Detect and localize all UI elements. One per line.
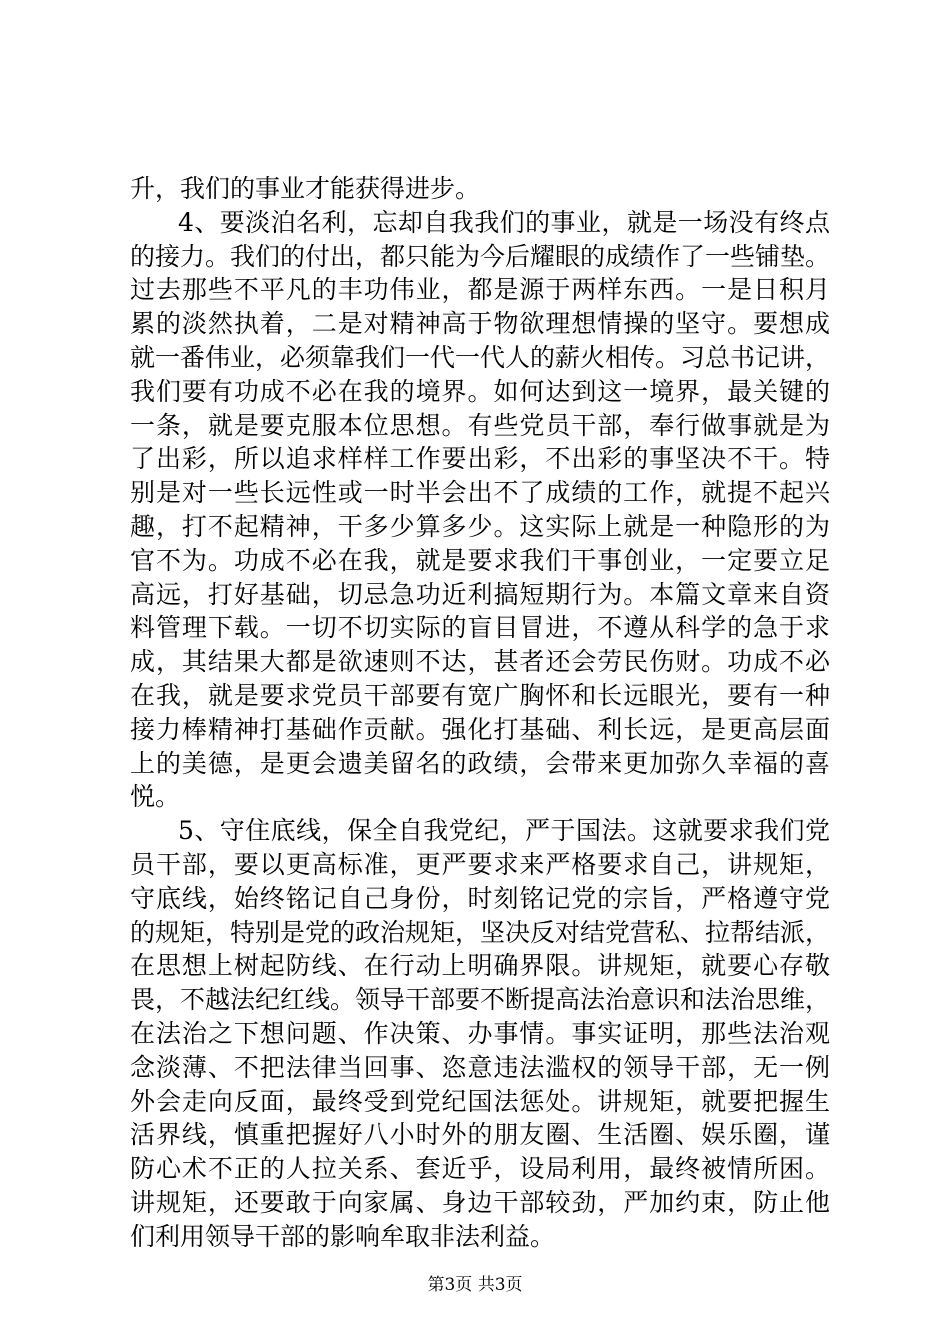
- text-line: 接力棒精神打基础作贡献。强化打基础、利长远，是更高层面: [130, 714, 830, 744]
- text-line: 的接力。我们的付出，都只能为今后耀眼的成绩作了一些铺垫。: [130, 241, 831, 271]
- text-line: 5、守住底线，保全自我党纪，严于国法。这就要求我们党: [178, 816, 830, 846]
- text-line: 念淡薄、不把法律当回事、恣意违法滥权的领导干部，无一例: [130, 1052, 830, 1082]
- text-line: 过去那些不平凡的丰功伟业，都是源于两样东西。一是日积月: [130, 275, 830, 305]
- text-line: 了出彩，所以追求样样工作要出彩，不出彩的事坚决不干。特: [130, 444, 830, 474]
- text-line: 的规矩，特别是党的政治规矩，坚决反对结党营私、拉帮结派，: [130, 917, 831, 947]
- text-line: 防心术不正的人拉关系、套近乎，设局利用，最终被情所困。: [130, 1154, 830, 1184]
- text-line: 悦。: [130, 782, 181, 812]
- text-line: 员干部，要以更高标准，更严要求来严格要求自己，讲规矩，: [130, 849, 830, 879]
- text-line: 高远，打好基础，切忌急功近利搞短期行为。本篇文章来自资: [130, 579, 830, 609]
- text-line: 在我，就是要求党员干部要有宽广胸怀和长远眼光，要有一种: [130, 680, 830, 710]
- text-line: 在法治之下想问题、作决策、办事情。事实证明，那些法治观: [130, 1018, 830, 1048]
- text-line: 外会走向反面，最终受到党纪国法惩处。讲规矩，就要把握生: [130, 1086, 830, 1116]
- text-line: 成，其结果大都是欲速则不达，甚者还会劳民伤财。功成不必: [130, 647, 830, 677]
- text-line: 4、要淡泊名利，忘却自我我们的事业，就是一场没有终点: [178, 207, 830, 237]
- text-line: 上的美德，是更会遗美留名的政绩，会带来更加弥久幸福的喜: [130, 748, 830, 778]
- text-line: 趣，打不起精神，干多少算多少。这实际上就是一种隐形的为: [130, 511, 830, 541]
- text-line: 升，我们的事业才能获得进步。: [130, 174, 481, 203]
- page-footer: 第3页 共3页: [427, 1275, 523, 1295]
- text-line: 官不为。功成不必在我，就是要求我们干事创业，一定要立足: [130, 545, 830, 575]
- text-line: 就一番伟业，必须靠我们一代一代人的薪火相传。习总书记讲，: [130, 342, 831, 372]
- text-line: 守底线，始终铭记自己身份，时刻铭记党的宗旨，严格遵守党: [130, 883, 830, 913]
- text-line: 累的淡然执着，二是对精神高于物欲理想情操的坚守。要想成: [130, 309, 830, 339]
- text-line: 我们要有功成不必在我的境界。如何达到这一境界，最关键的: [130, 376, 830, 406]
- text-line: 别是对一些长远性或一时半会出不了成绩的工作，就提不起兴: [130, 478, 830, 508]
- text-line: 活界线，慎重把握好八小时外的朋友圈、生活圈、娱乐圈，谨: [130, 1120, 830, 1150]
- text-line: 讲规矩，还要敢于向家属、身边干部较劲，严加约束，防止他: [130, 1187, 830, 1217]
- text-line: 一条，就是要克服本位思想。有些党员干部，奉行做事就是为: [130, 410, 830, 440]
- body-text: [130, 172, 830, 1254]
- text-line: 畏，不越法纪红线。领导干部要不断提高法治意识和法治思维，: [130, 985, 831, 1015]
- text-line: 们利用领导干部的影响牟取非法利益。: [130, 1221, 556, 1251]
- text-line: 料管理下载。一切不切实际的盲目冒进，不遵从科学的急于求: [130, 613, 830, 643]
- text-line: 在思想上树起防线、在行动上明确界限。讲规矩，就要心存敬: [130, 951, 830, 981]
